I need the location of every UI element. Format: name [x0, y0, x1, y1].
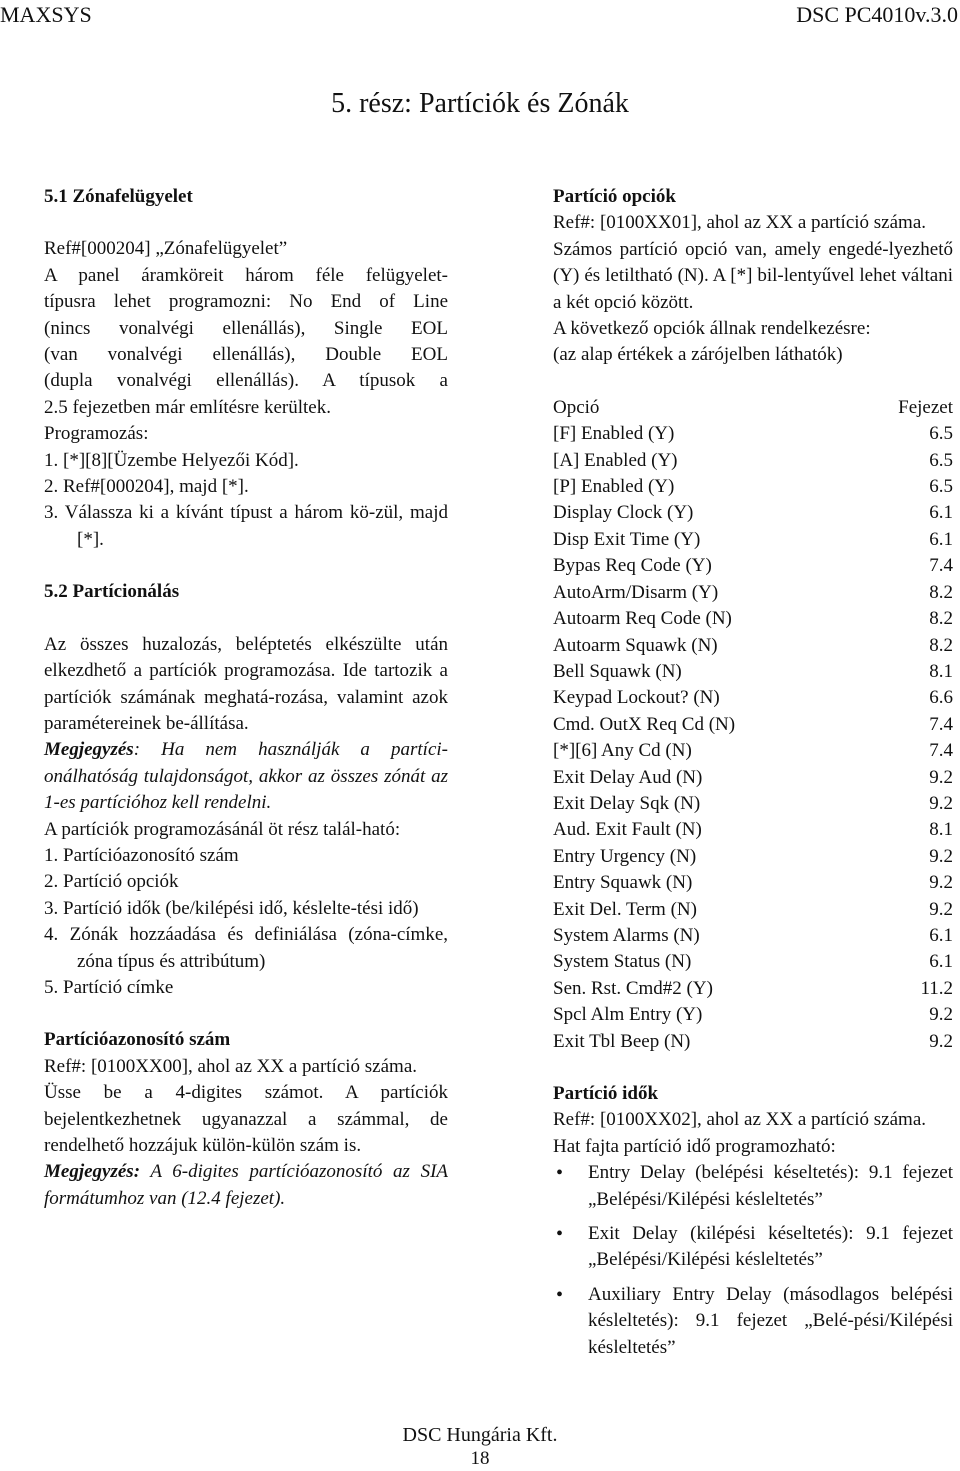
- partition-options-avail2: (az alap értékek a zárójelben láthatók): [553, 344, 843, 366]
- table-row: [553, 685, 953, 711]
- left-column: [44, 184, 448, 1212]
- table-row: [553, 448, 953, 474]
- list-item: 5. Partíció címke: [44, 976, 174, 998]
- option-chapter: 6.1: [929, 502, 953, 524]
- partition-id-note: [44, 1159, 448, 1212]
- list-item: [553, 1221, 953, 1274]
- partition-times-list: [553, 1160, 953, 1361]
- section-5-2-para: Az összes huzalozás, beléptetés elkészülte után elkezdhető a partíciók programozása. Ide tartozik a partíciók számának meghatá-rozása, valamint azok paramétereinek be-állítása.: [44, 633, 448, 734]
- para-line: (nincs vonalvégi ellenállás), Single EOL: [44, 317, 448, 339]
- partition-options-ref: Ref#: [0100XX01], ahol az XX a partíció száma.: [553, 212, 927, 234]
- option-chapter: 8.2: [929, 608, 953, 630]
- table-row: [553, 1002, 953, 1028]
- option-chapter: 9.2: [929, 1030, 953, 1052]
- table-row: [553, 923, 953, 949]
- step-item: 3. Válassza ki a kívánt típust a három kö-zül, majd [*].: [44, 502, 448, 550]
- list-item: 1. Partícióazonosító szám: [44, 844, 239, 866]
- list-item: 2. Partíció opciók: [44, 871, 179, 893]
- partition-id-heading: Partícióazonosító szám: [44, 1029, 231, 1051]
- para-line: A panel áramköreit három féle felügyelet-: [44, 264, 448, 286]
- table-row: [553, 500, 953, 526]
- option-chapter: 8.2: [929, 581, 953, 603]
- bullet-icon: •: [556, 1223, 564, 1246]
- option-chapter: 6.1: [929, 924, 953, 946]
- option-name: [A] Enabled (Y): [553, 449, 678, 471]
- option-name: Entry Urgency (N): [553, 845, 697, 867]
- option-name: [P] Enabled (Y): [553, 476, 675, 498]
- right-column: [553, 184, 953, 1369]
- option-name: Exit Del. Term (N): [553, 898, 697, 920]
- bullet-icon: •: [556, 1162, 564, 1185]
- programming-label: Programozás:: [44, 423, 149, 445]
- option-name: [*][6] Any Cd (N): [553, 740, 692, 762]
- section-5-2-heading: 5.2 Partícionálás: [44, 581, 180, 603]
- option-chapter: 6.5: [929, 423, 953, 445]
- note-label: Megjegyzés:: [44, 1161, 141, 1183]
- option-chapter: 6.1: [929, 528, 953, 550]
- option-name: System Alarms (N): [553, 924, 700, 946]
- table-row: [553, 976, 953, 1002]
- table-row: [553, 765, 953, 791]
- column-header-option: Opció: [553, 396, 600, 418]
- option-name: System Status (N): [553, 951, 692, 973]
- option-name: Autoarm Req Code (N): [553, 608, 732, 630]
- table-row: [553, 1029, 953, 1055]
- table-row: [553, 738, 953, 764]
- note-label: Megjegyzés: [44, 739, 134, 761]
- partition-options-para: Számos partíció opció van, amely engedé-lyezhető (Y) és letiltható (N). A [*] bil-lentyűvel lehet váltani a két opció között.: [553, 238, 953, 313]
- para-line: típusra lehet programozni: No End of Line: [44, 291, 448, 313]
- note-text: : Ha nem használják a partíci-onálhatóság tulajdonságot, akkor az összes zónát az 1-es partícióhoz kell rendelni.: [44, 739, 448, 814]
- table-row: [553, 659, 953, 685]
- option-chapter: 7.4: [929, 713, 953, 735]
- option-chapter: 9.2: [929, 845, 953, 867]
- table-row: [553, 606, 953, 632]
- table-row: [553, 421, 953, 447]
- table-row: [553, 580, 953, 606]
- bullet-icon: •: [556, 1283, 564, 1306]
- option-chapter: 11.2: [920, 977, 953, 999]
- list-item: 4. Zónák hozzáadása és definiálása (zóna-címke, zóna típus és attribútum): [44, 924, 448, 972]
- bullet-text: Entry Delay (belépési késeltetés): 9.1 fejezet „Belépési/Kilépési késleltetés”: [588, 1162, 953, 1210]
- partition-options-avail: A következő opciók állnak rendelkezésre:: [553, 318, 871, 340]
- option-name: Exit Delay Aud (N): [553, 766, 703, 788]
- option-chapter: 7.4: [929, 740, 953, 762]
- footer-company: DSC Hungária Kft.: [402, 1424, 558, 1446]
- table-row: [553, 844, 953, 870]
- option-chapter: 6.5: [929, 476, 953, 498]
- option-name: Bypas Req Code (Y): [553, 555, 712, 577]
- list-item: [553, 1160, 953, 1213]
- para-line: 2.5 fejezetben már említésre kerültek.: [44, 396, 331, 418]
- para-line: (dupla vonalvégi ellenállás). A típusok a: [44, 370, 448, 392]
- option-name: [F] Enabled (Y): [553, 423, 675, 445]
- note-text: A 6-digites partícióazonosító az SIA formátumhoz van (12.4 fejezet).: [44, 1161, 448, 1209]
- list-item: [553, 1282, 953, 1361]
- bullet-text: Exit Delay (kilépési késeltetés): 9.1 fejezet „Belépési/Kilépési késleltetés”: [588, 1223, 953, 1271]
- option-chapter: 8.2: [929, 634, 953, 656]
- options-table-header: [553, 395, 953, 421]
- section-5-1-ref: Ref#[000204] „Zónafelügyelet”: [44, 238, 288, 260]
- option-name: Disp Exit Time (Y): [553, 528, 701, 550]
- header-right: DSC PC4010v.3.0: [796, 2, 958, 27]
- table-row: [553, 870, 953, 896]
- option-name: Display Clock (Y): [553, 502, 694, 524]
- partition-id-ref: Ref#: [0100XX00], ahol az XX a partíció száma.: [44, 1055, 418, 1077]
- option-name: Exit Tbl Beep (N): [553, 1030, 691, 1052]
- list-item: 3. Partíció idők (be/kilépési idő, késlelte-tési idő): [44, 897, 419, 919]
- table-row: [553, 791, 953, 817]
- option-name: Cmd. OutX Req Cd (N): [553, 713, 736, 735]
- table-row: [553, 817, 953, 843]
- step-item: 1. [*][8][Üzembe Helyezői Kód].: [44, 449, 299, 471]
- option-chapter: 9.2: [929, 898, 953, 920]
- step-item: 2. Ref#[000204], majd [*].: [44, 476, 249, 498]
- partition-times-intro: Hat fajta partíció idő programozható:: [553, 1135, 836, 1157]
- note-paragraph: [44, 737, 448, 816]
- table-row: [553, 527, 953, 553]
- section-5-2-para2: A partíciók programozásánál öt rész talál-ható:: [44, 818, 401, 840]
- option-chapter: 6.6: [929, 687, 953, 709]
- table-row: [553, 712, 953, 738]
- option-chapter: 8.1: [929, 660, 953, 682]
- option-chapter: 9.2: [929, 766, 953, 788]
- option-name: Sen. Rst. Cmd#2 (Y): [553, 977, 713, 999]
- option-chapter: 9.2: [929, 792, 953, 814]
- section-5-1-heading: 5.1 Zónafelügyelet: [44, 186, 193, 207]
- option-name: Aud. Exit Fault (N): [553, 819, 702, 841]
- option-chapter: 6.5: [929, 449, 953, 471]
- para-line: (van vonalvégi ellenállás), Double EOL: [44, 344, 448, 366]
- bullet-text: Auxiliary Entry Delay (másodlagos belépési késleltetés): 9.1 fejezet „Belé-pési/Kilépési késleltetés”: [588, 1283, 953, 1358]
- table-row: [553, 633, 953, 659]
- partition-times-ref: Ref#: [0100XX02], ahol az XX a partíció száma.: [553, 1109, 927, 1131]
- partition-id-para: Üsse be a 4-digites számot. A partíciók bejelentkezhetnek ugyanazzal a számmal, de rendelhető hozzájuk külön-külön szám is.: [44, 1082, 448, 1156]
- option-chapter: 9.2: [929, 872, 953, 894]
- partition-times-heading: Partíció idők: [553, 1083, 659, 1104]
- option-name: Keypad Lockout? (N): [553, 687, 720, 709]
- option-name: Bell Squawk (N): [553, 660, 682, 682]
- partition-options-heading: Partíció opciók: [553, 186, 676, 207]
- table-row: [553, 553, 953, 579]
- option-chapter: 8.1: [929, 819, 953, 841]
- option-chapter: 7.4: [929, 555, 953, 577]
- table-row: [553, 474, 953, 500]
- table-row: [553, 949, 953, 975]
- option-name: Entry Squawk (N): [553, 872, 693, 894]
- options-table: [553, 421, 953, 1055]
- column-header-chapter: Fejezet: [898, 396, 953, 418]
- option-chapter: 9.2: [929, 1004, 953, 1026]
- option-name: Exit Delay Sqk (N): [553, 792, 701, 814]
- table-row: [553, 897, 953, 923]
- option-chapter: 6.1: [929, 951, 953, 973]
- header-left: MAXSYS: [0, 2, 92, 27]
- option-name: AutoArm/Disarm (Y): [553, 581, 719, 603]
- page-title: 5. rész: Partíciók és Zónák: [331, 88, 629, 119]
- page-number: 18: [470, 1448, 490, 1469]
- option-name: Spcl Alm Entry (Y): [553, 1004, 703, 1026]
- option-name: Autoarm Squawk (N): [553, 634, 718, 656]
